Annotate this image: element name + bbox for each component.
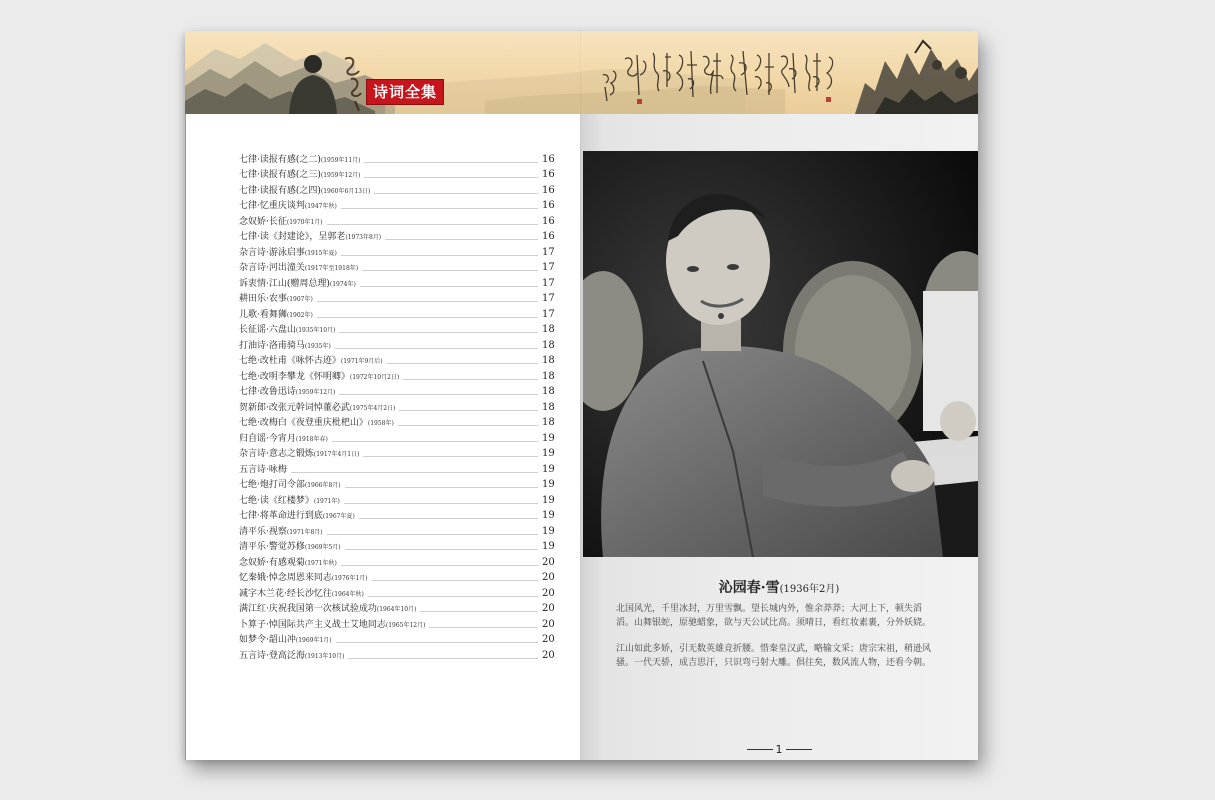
toc-entry[interactable] — [239, 352, 554, 368]
toc-entry[interactable] — [239, 615, 554, 631]
toc-leader-line — [339, 331, 538, 333]
toc-leader-line — [360, 285, 538, 287]
toc-entry-title: 七律·忆重庆谈判 — [239, 201, 305, 211]
toc-leader-line — [317, 316, 538, 318]
toc-entry-date: (1918年春) — [295, 435, 328, 443]
toc-entry-page: 18 — [542, 417, 555, 428]
toc-leader-line — [398, 424, 538, 426]
toc-entry-title: 贺新郎·改张元幹词悼董必武 — [239, 402, 350, 413]
toc-entry[interactable] — [239, 445, 554, 461]
toc-leader-line — [345, 486, 538, 488]
table-of-contents — [239, 150, 554, 662]
right-page — [580, 114, 978, 760]
toc-entry-page: 17 — [542, 277, 555, 289]
toc-entry-title: 七律·读《封建论》，呈郭老 — [239, 232, 346, 242]
toc-leader-line — [341, 564, 538, 566]
toc-entry-page: 17 — [542, 293, 555, 304]
toc-entry-page: 19 — [542, 432, 555, 444]
toc-entry-title: 卜算子·悼国际共产主义战士艾地同志 — [239, 619, 386, 630]
toc-entry-title: 清平乐·视察 — [239, 526, 287, 537]
toc-entry-page: 20 — [542, 572, 555, 583]
toc-entry-date: (1917年至1918年) — [304, 265, 359, 272]
toc-leader-line — [341, 207, 538, 209]
toc-entry-date: (1959年11月) — [320, 156, 361, 164]
toc-leader-line — [364, 161, 538, 163]
photo-illustration — [583, 151, 978, 557]
toc-entry-title: 杂言诗·河出潼关 — [239, 263, 305, 273]
toc-leader-line — [372, 579, 538, 581]
toc-entry[interactable] — [239, 336, 554, 352]
toc-entry-title: 减字木兰花·经长沙忆往 — [239, 588, 332, 599]
toc-entry-date: (1971年秋) — [304, 559, 337, 567]
toc-entry[interactable] — [239, 584, 554, 600]
toc-entry-date: (1907年) — [286, 296, 313, 303]
toc-entry-date: (1959年12月) — [320, 172, 361, 179]
toc-entry-page: 18 — [542, 386, 555, 397]
book-spread — [185, 31, 978, 760]
toc-entry-title: 七律·改鲁迅诗 — [239, 387, 296, 397]
toc-entry-title: 七绝·改明李攀龙《怀明卿》 — [239, 371, 350, 382]
toc-entry[interactable] — [239, 243, 554, 259]
toc-entry-page: 19 — [542, 494, 555, 506]
toc-entry-page: 19 — [542, 448, 555, 459]
toc-leader-line — [336, 641, 538, 643]
toc-leader-line — [363, 455, 538, 457]
toc-entry-page: 17 — [542, 246, 555, 258]
toc-entry-page: 19 — [542, 541, 555, 552]
toc-entry-date: (1964年秋) — [331, 590, 364, 598]
toc-leader-line — [374, 192, 538, 194]
toc-entry[interactable] — [239, 181, 554, 197]
toc-entry[interactable] — [239, 150, 554, 166]
toc-leader-line — [399, 409, 538, 411]
toc-entry[interactable] — [239, 631, 554, 647]
toc-leader-line — [368, 595, 538, 597]
toc-leader-line — [429, 626, 538, 628]
toc-entry[interactable] — [239, 305, 554, 321]
toc-entry-page: 20 — [542, 634, 555, 645]
toc-entry-date: (1966年8月) — [304, 482, 341, 489]
toc-entry[interactable] — [239, 491, 554, 507]
toc-entry-title: 杂言诗·意志之锻炼 — [239, 449, 314, 459]
toc-entry-page: 16 — [542, 231, 555, 242]
toc-entry[interactable] — [239, 228, 554, 244]
toc-leader-line — [385, 238, 538, 240]
toc-entry-date: (1967年夏) — [322, 513, 355, 520]
folio-dash-left — [747, 749, 773, 750]
toc-entry[interactable] — [239, 259, 554, 275]
toc-leader-line — [335, 347, 538, 349]
toc-leader-line — [317, 300, 538, 302]
toc-entry-date: (1969年1月) — [295, 637, 332, 644]
toc-entry-title: 七律·读报有感(之四) — [239, 185, 321, 196]
toc-entry[interactable] — [239, 538, 554, 554]
toc-entry-page: 20 — [542, 603, 555, 614]
toc-entry-page: 16 — [542, 215, 555, 227]
toc-entry[interactable] — [239, 414, 554, 430]
toc-leader-line — [403, 378, 538, 380]
toc-entry-date: (1935年) — [304, 342, 331, 350]
toc-leader-line — [420, 610, 538, 612]
toc-entry-title: 杂言诗·游泳启事 — [239, 247, 305, 258]
toc-entry-date: (1969年5月) — [304, 544, 341, 551]
toc-entry-page: 20 — [542, 587, 555, 599]
toc-entry-page: 16 — [542, 200, 555, 211]
toc-entry-date: (1971年8月) — [286, 528, 323, 536]
toc-entry-title: 长征谣·六盘山 — [239, 325, 296, 335]
portrait-photo — [583, 151, 978, 557]
toc-leader-line — [387, 362, 538, 364]
toc-entry-date: (1970年1月) — [286, 218, 323, 226]
toc-entry[interactable] — [239, 212, 554, 228]
toc-entry-page: 19 — [542, 479, 555, 490]
toc-entry[interactable] — [239, 166, 554, 182]
toc-leader-line — [327, 533, 538, 535]
toc-entry-page: 18 — [542, 370, 555, 382]
toc-entry-date: (1959年12月) — [295, 389, 336, 396]
toc-leader-line — [327, 223, 538, 225]
toc-entry-page: 18 — [542, 339, 555, 351]
toc-leader-line — [348, 657, 538, 659]
header-banner — [185, 31, 978, 114]
toc-entry-page: 16 — [542, 169, 555, 180]
book-title-stamp: 诗词全集 — [366, 79, 444, 105]
toc-entry-title: 念奴娇·长征 — [239, 216, 287, 227]
toc-entry-date: (1971年9月后) — [340, 358, 383, 365]
toc-entry[interactable] — [239, 274, 554, 290]
toc-leader-line — [359, 517, 538, 519]
toc-entry-title: 归自谣·今宵月 — [239, 433, 296, 444]
poem-title-text: 沁园春·雪 — [718, 580, 780, 596]
toc-entry-date: (1965年12月) — [385, 621, 426, 629]
toc-entry-date: (1913年10月) — [304, 652, 345, 660]
toc-entry-title: 七绝·改梅白《夜登重庆枇杷山》 — [239, 418, 368, 428]
toc-entry[interactable] — [239, 429, 554, 445]
toc-entry-title: 念奴娇·有感观菊 — [239, 557, 305, 568]
toc-entry-page: 20 — [542, 649, 555, 661]
toc-leader-line — [345, 548, 538, 550]
toc-entry[interactable] — [239, 367, 554, 383]
toc-entry[interactable] — [239, 553, 554, 569]
book-spine — [580, 31, 581, 760]
toc-entry[interactable] — [239, 600, 554, 616]
toc-entry-page: 18 — [542, 355, 555, 366]
toc-entry-page: 19 — [542, 463, 555, 475]
toc-entry[interactable] — [239, 507, 554, 523]
toc-entry-title: 五言诗·咏梅 — [239, 464, 287, 475]
toc-entry-date: (1973年8月) — [345, 234, 382, 241]
left-page — [185, 114, 581, 760]
toc-entry-page: 17 — [542, 262, 555, 273]
toc-entry-title: 满江红·庆祝我国第一次核试验成功 — [239, 604, 377, 614]
toc-entry-page: 18 — [542, 401, 555, 413]
toc-entry-page: 17 — [542, 308, 555, 320]
landscape-illustration — [185, 31, 978, 114]
toc-entry-title: 七绝·读《红楼梦》 — [239, 495, 314, 506]
poem-title — [580, 577, 978, 597]
toc-leader-line — [339, 393, 538, 395]
toc-entry-title: 诉衷情·江山(赠周总理) — [239, 278, 330, 289]
toc-entry[interactable] — [239, 646, 554, 662]
toc-entry[interactable] — [239, 569, 554, 585]
poem-date: (1936年2月) — [779, 584, 840, 595]
toc-entry-date: (1902年) — [286, 311, 313, 319]
toc-entry[interactable] — [239, 321, 554, 337]
toc-leader-line — [362, 269, 538, 271]
toc-entry-date: (1960年6月13日) — [320, 187, 371, 195]
toc-entry-date: (1964年10月) — [376, 606, 417, 613]
toc-entry[interactable] — [239, 290, 554, 306]
toc-entry[interactable] — [239, 197, 554, 213]
page-number-text: 1 — [775, 742, 783, 756]
toc-entry-page: 19 — [542, 525, 555, 537]
toc-entry-title: 七律·读报有感(之三) — [239, 170, 321, 180]
toc-entry-page: 20 — [542, 556, 555, 568]
toc-entry-date: (1917年4月1日) — [313, 451, 360, 458]
toc-leader-line — [291, 471, 538, 473]
toc-entry-page: 18 — [542, 324, 555, 335]
toc-entry[interactable] — [239, 476, 554, 492]
toc-leader-line — [332, 440, 538, 442]
toc-entry-title: 七绝·炮打司令部 — [239, 480, 305, 490]
toc-entry-page: 16 — [542, 153, 555, 165]
toc-entry-date: (1975年4月2日) — [349, 404, 396, 412]
toc-entry-title: 七绝·改杜甫《咏怀古迹》 — [239, 356, 341, 366]
toc-entry-page: 20 — [542, 618, 555, 630]
toc-entry-title: 忆秦娥·悼念周恩来同志 — [239, 573, 332, 583]
toc-entry[interactable] — [239, 398, 554, 414]
toc-entry-title: 五言诗·登高泛海 — [239, 650, 305, 661]
toc-leader-line — [364, 176, 538, 178]
toc-entry-title: 如梦令·韶山冲 — [239, 635, 296, 645]
toc-entry[interactable] — [239, 383, 554, 399]
toc-entry-title: 七律·将革命进行到底 — [239, 511, 323, 521]
poem-stanza-1: 北国风光，千里冰封，万里雪飘。望长城内外，惟余莽莽；大河上下，顿失滔滔。山舞银蛇，原驰蜡象，欲与天公试比高。须晴日，看红妆素裹，分外妖娆。 — [616, 604, 932, 628]
toc-entry-date: (1935年10月) — [295, 327, 336, 334]
toc-entry-title: 耕田乐·农事 — [239, 294, 287, 304]
toc-entry-title: 儿歌·看舞狮 — [239, 309, 287, 320]
toc-entry-date: (1971年) — [313, 497, 340, 505]
poem-stanza-2: 江山如此多娇，引无数英雄竞折腰。惜秦皇汉武，略输文采；唐宗宋祖，稍逊风骚。一代天骄，成吉思汗，只识弯弓射大雕。俱往矣，数风流人物，还看今朝。 — [616, 644, 932, 668]
toc-entry-date: (1972年10月2日) — [349, 373, 400, 381]
toc-entry[interactable] — [239, 460, 554, 476]
toc-entry-date: (1915年夏) — [304, 249, 337, 257]
toc-entry-date: (1974年) — [329, 280, 356, 288]
toc-entry-title: 打油诗·洛甫骑马 — [239, 340, 305, 351]
toc-entry-date: (1976年1月) — [331, 575, 368, 582]
toc-entry-title: 七律·读报有感(之二) — [239, 154, 321, 165]
toc-entry-page: 16 — [542, 184, 555, 196]
toc-entry-date: (1958年) — [367, 420, 394, 427]
folio-dash-right — [786, 749, 812, 750]
toc-entry-page: 19 — [542, 510, 555, 521]
toc-entry-title: 清平乐·警觉苏修 — [239, 542, 305, 552]
toc-entry-date: (1947年秋) — [304, 203, 337, 210]
toc-entry[interactable] — [239, 522, 554, 538]
toc-leader-line — [341, 254, 538, 256]
toc-leader-line — [344, 502, 538, 504]
page-number — [580, 742, 978, 756]
